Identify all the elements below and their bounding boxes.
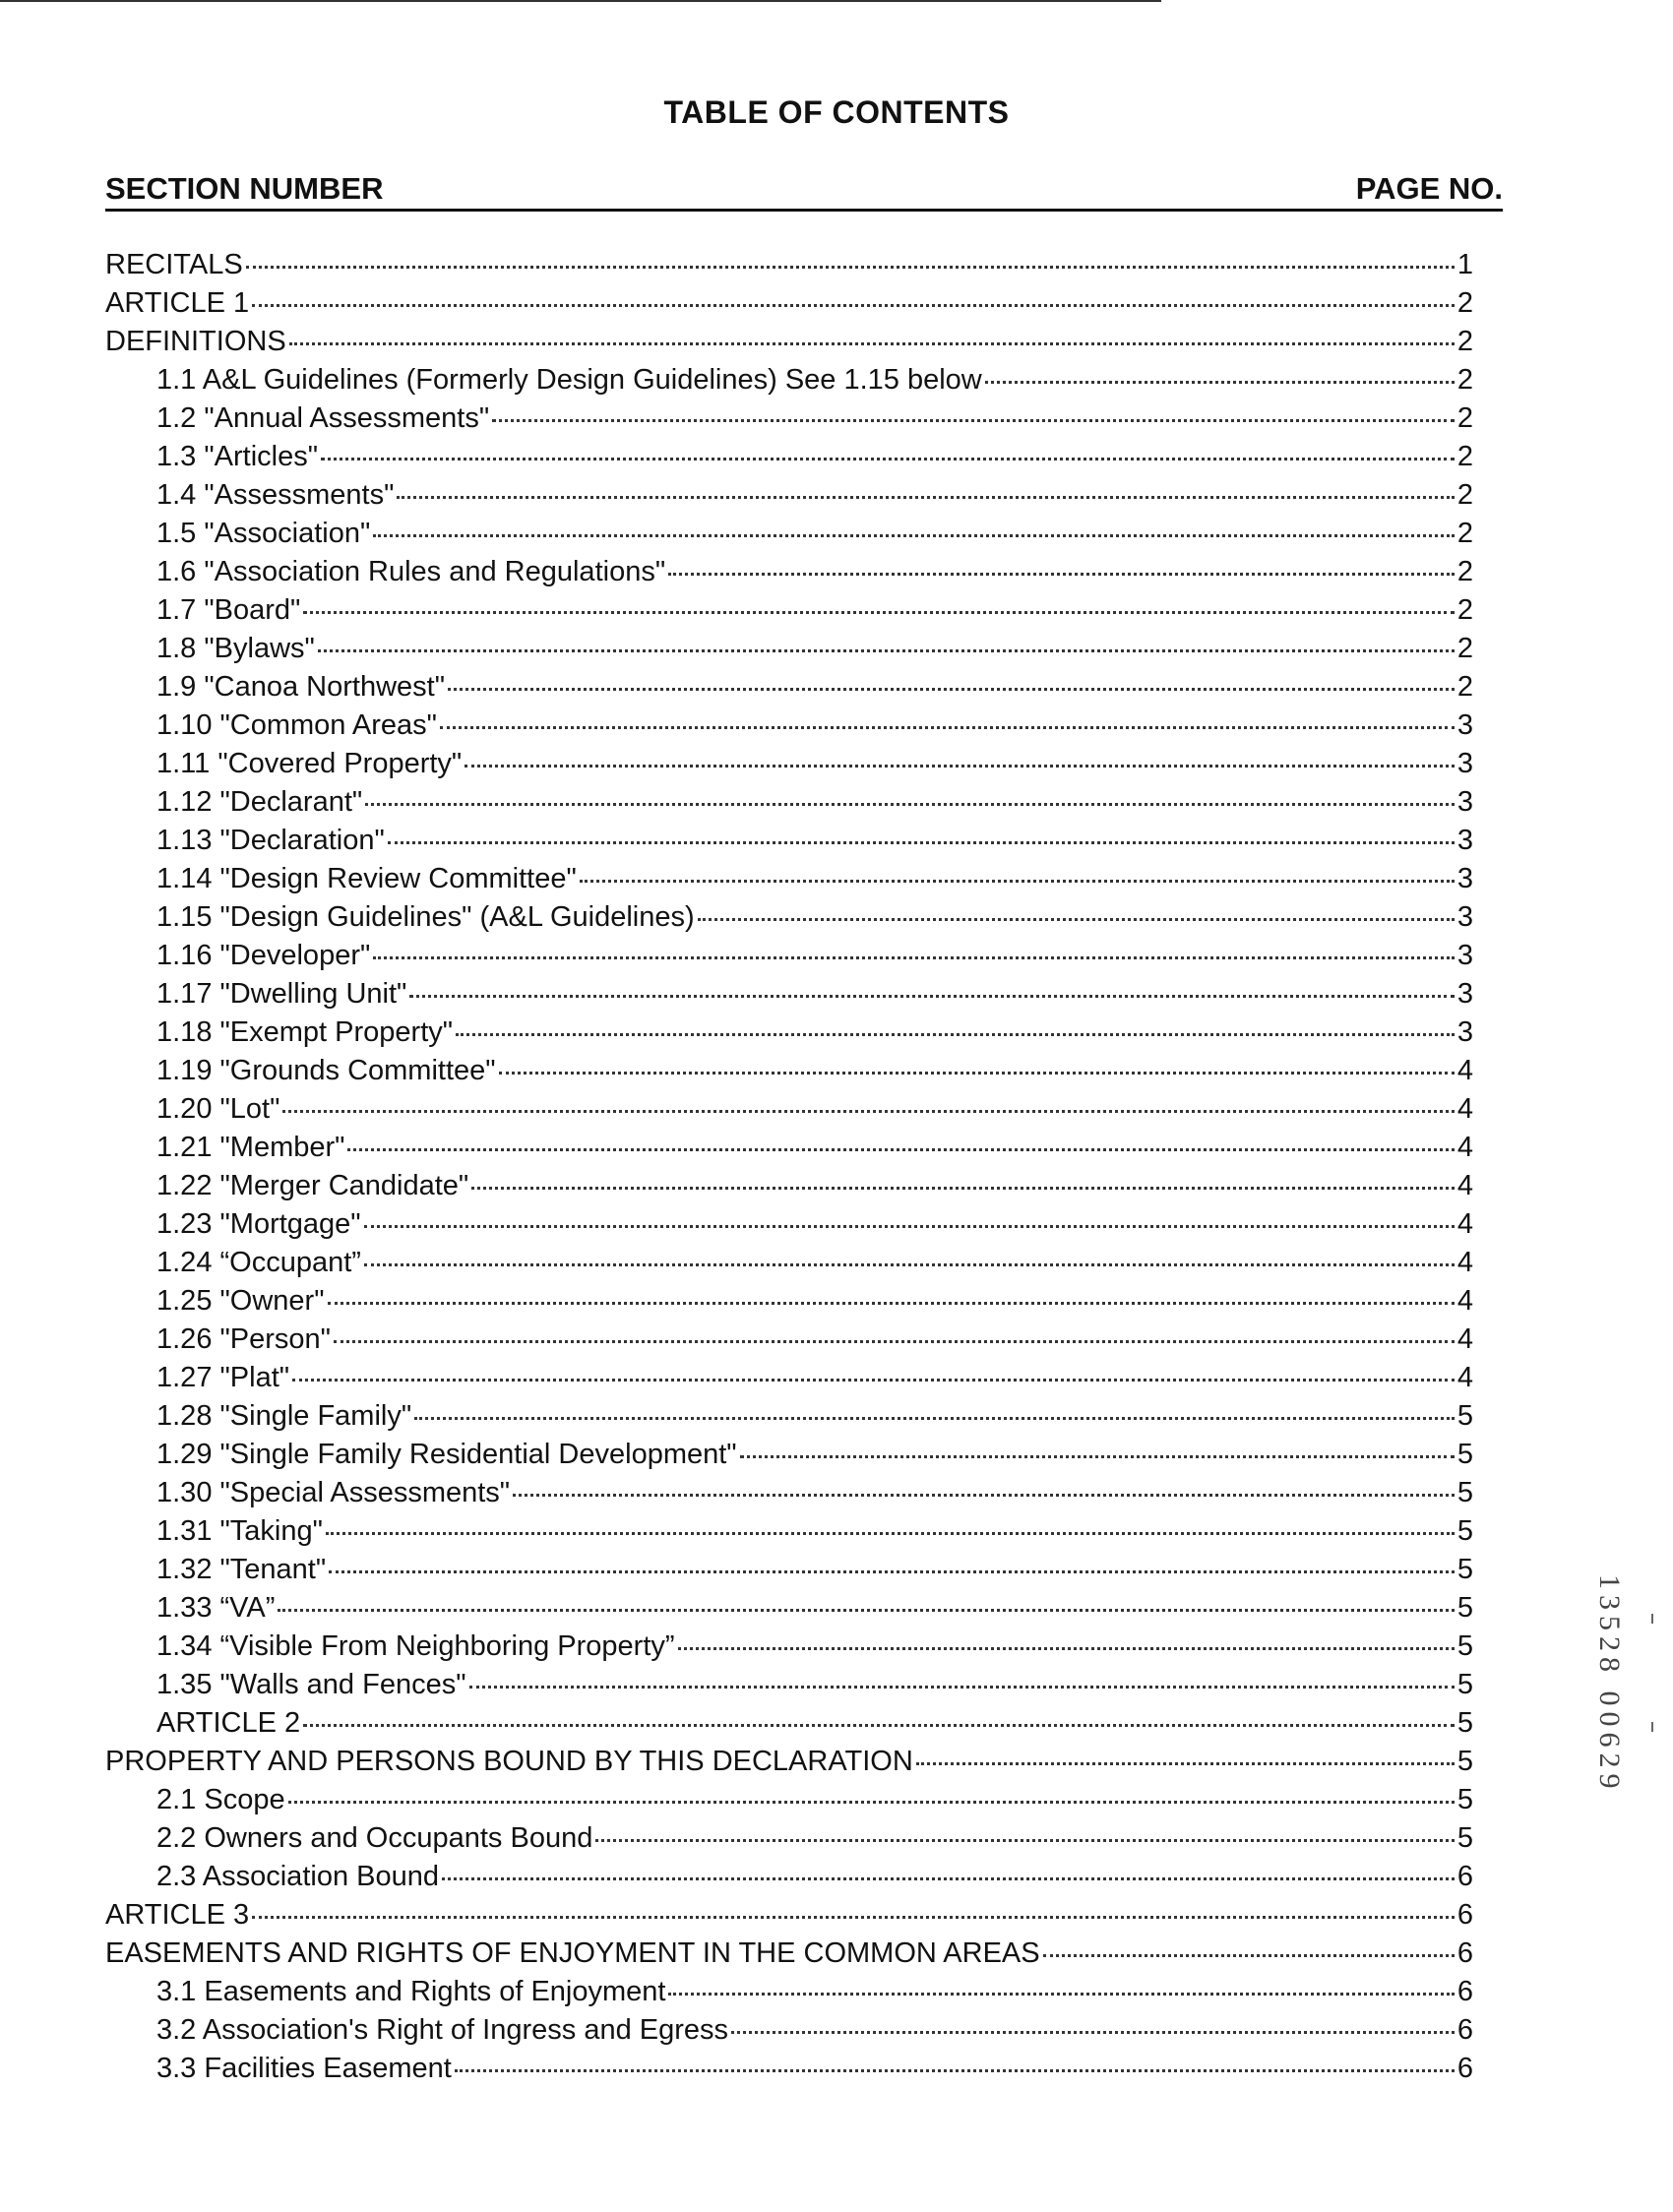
dot-leader xyxy=(668,1993,1454,1996)
toc-entry xyxy=(105,1935,1473,1973)
dot-leader xyxy=(668,573,1455,576)
toc-entry-label: RECITALS xyxy=(105,249,243,280)
dot-leader xyxy=(288,1801,1455,1804)
toc-entry xyxy=(105,937,1473,975)
toc-entry-label: 1.29 "Single Family Residential Development" xyxy=(156,1439,737,1470)
dot-leader xyxy=(492,419,1455,422)
scan-tick-mark xyxy=(1651,1614,1653,1624)
toc-entry xyxy=(105,1551,1473,1589)
toc-entry-page: 4 xyxy=(1456,1132,1473,1163)
toc-entry-label: 3.3 Facilities Easement xyxy=(156,2053,452,2084)
page-number-heading: PAGE NO. xyxy=(1355,171,1503,206)
toc-entry xyxy=(105,438,1473,476)
toc-entry-page: 2 xyxy=(1456,441,1473,472)
toc-entry-label: 1.9 "Canoa Northwest" xyxy=(156,671,446,703)
dot-leader xyxy=(471,1187,1455,1190)
dot-leader xyxy=(414,1417,1455,1420)
toc-entry xyxy=(105,630,1473,668)
toc-entry xyxy=(105,1512,1473,1551)
toc-entry-label: ARTICLE 3 xyxy=(105,1899,250,1931)
toc-entry-page: 4 xyxy=(1456,1323,1473,1355)
toc-entry-label: 1.30 "Special Assessments" xyxy=(156,1477,511,1508)
dot-leader xyxy=(289,342,1455,345)
toc-entry xyxy=(105,1858,1473,1896)
page-title: TABLE OF CONTENTS xyxy=(663,94,1010,130)
toc-entry-label: 1.12 "Declarant" xyxy=(156,786,363,818)
toc-entry xyxy=(105,898,1473,937)
toc-entry-page: 6 xyxy=(1456,2014,1473,2046)
toc-entry xyxy=(105,399,1473,438)
dot-leader xyxy=(409,995,1455,998)
toc-entry xyxy=(105,1781,1473,1819)
dot-leader xyxy=(513,1494,1455,1497)
toc-entry xyxy=(105,707,1473,745)
dot-leader xyxy=(246,266,1455,269)
toc-entry-page: 5 xyxy=(1456,1554,1473,1585)
dot-leader xyxy=(678,1647,1455,1650)
toc-entry-label: 3.1 Easements and Rights of Enjoyment xyxy=(156,1976,666,2007)
toc-entry-label: 1.20 "Lot" xyxy=(156,1093,280,1125)
toc-entry-page: 2 xyxy=(1456,594,1473,626)
dot-leader xyxy=(364,1225,1455,1228)
toc-entry xyxy=(105,476,1473,515)
toc-entry-page: 2 xyxy=(1456,556,1473,587)
toc-entry-label: 1.19 "Grounds Committee" xyxy=(156,1055,496,1086)
dot-leader xyxy=(282,1110,1454,1113)
dot-leader xyxy=(252,304,1455,307)
toc-entry-label: 1.31 "Taking" xyxy=(156,1515,323,1547)
dot-leader xyxy=(326,1532,1455,1535)
toc-entry-page: 4 xyxy=(1456,1055,1473,1086)
toc-entry-label: 1.34 “Visible From Neighboring Property” xyxy=(156,1630,675,1662)
toc-entry-page: 6 xyxy=(1456,1899,1473,1931)
toc-entry-page: 2 xyxy=(1456,633,1473,664)
toc-entry-label: 3.2 Association's Right of Ingress and Egress xyxy=(156,2014,729,2046)
dot-leader xyxy=(373,956,1455,959)
toc-entry-page: 3 xyxy=(1456,1016,1473,1048)
toc-entry-label: 1.7 "Board" xyxy=(156,594,301,626)
dot-leader xyxy=(1043,1954,1455,1957)
toc-entry-label: 2.2 Owners and Occupants Bound xyxy=(156,1822,593,1854)
toc-entry-page: 2 xyxy=(1456,402,1473,434)
dot-leader xyxy=(328,1302,1455,1305)
toc-entry xyxy=(105,246,1473,284)
toc-entry-page: 3 xyxy=(1456,709,1473,741)
dot-leader xyxy=(252,1916,1455,1919)
toc-entry-page: 4 xyxy=(1456,1170,1473,1201)
toc-entry-page: 5 xyxy=(1456,1477,1473,1508)
toc-entry-page: 3 xyxy=(1456,940,1473,971)
toc-entry-page: 5 xyxy=(1456,1630,1473,1662)
dot-leader xyxy=(321,458,1455,461)
toc-entry-label: 1.4 "Assessments" xyxy=(156,479,395,511)
toc-entry xyxy=(105,1282,1473,1321)
toc-entry-page: 3 xyxy=(1456,901,1473,933)
toc-entry xyxy=(105,515,1473,553)
toc-entry xyxy=(105,1090,1473,1129)
toc-entry-label: 1.18 "Exempt Property" xyxy=(156,1016,454,1048)
toc-entry-page: 3 xyxy=(1456,786,1473,818)
toc-entry xyxy=(105,1359,1473,1397)
toc-entry-page: 4 xyxy=(1456,1093,1473,1125)
toc-entry-label: 2.3 Association Bound xyxy=(156,1861,439,1892)
dot-leader xyxy=(278,1609,1455,1612)
toc-entry-page: 5 xyxy=(1456,1439,1473,1470)
toc-entry xyxy=(105,1205,1473,1244)
toc-entry-page: 5 xyxy=(1456,1822,1473,1854)
dot-leader xyxy=(465,765,1455,768)
dot-leader xyxy=(455,2069,1455,2072)
toc-entry-label: 1.21 "Member" xyxy=(156,1132,345,1163)
dot-leader xyxy=(469,1686,1455,1689)
toc-entry-label: 1.26 "Person" xyxy=(156,1323,331,1355)
toc-entry-label: 1.35 "Walls and Fences" xyxy=(156,1669,466,1700)
toc-entry xyxy=(105,1589,1473,1628)
toc-entry xyxy=(105,1129,1473,1167)
toc-entry-label: 2.1 Scope xyxy=(156,1784,285,1815)
toc-entry-page: 2 xyxy=(1456,287,1473,319)
dot-leader xyxy=(347,1148,1454,1151)
toc-entry-label: 1.11 "Covered Property" xyxy=(156,748,463,779)
dot-leader xyxy=(334,1340,1455,1343)
toc-entry-label: 1.22 "Merger Candidate" xyxy=(156,1170,469,1201)
dot-leader xyxy=(365,803,1455,806)
toc-entry-label: 1.25 "Owner" xyxy=(156,1285,325,1317)
toc-entry-label: 1.1 A&L Guidelines (Formerly Design Guidelines) See 1.15 below xyxy=(156,364,982,396)
toc-entry-page: 2 xyxy=(1456,479,1473,511)
toc-entry-page: 5 xyxy=(1456,1592,1473,1624)
dot-leader xyxy=(318,649,1455,652)
toc-entry-label: 1.14 "Design Review Committee" xyxy=(156,863,577,894)
toc-entry-page: 5 xyxy=(1456,1515,1473,1547)
toc-entry-label: ARTICLE 1 xyxy=(105,287,250,319)
dot-leader xyxy=(442,1877,1455,1880)
toc-entry-page: 4 xyxy=(1456,1208,1473,1240)
dot-leader xyxy=(397,496,1454,499)
dot-leader xyxy=(448,688,1455,691)
toc-entry-page: 5 xyxy=(1456,1746,1473,1777)
toc-entry xyxy=(105,1973,1473,2011)
toc-entry-label: 1.8 "Bylaws" xyxy=(156,633,315,664)
toc-entry xyxy=(105,745,1473,783)
dot-leader xyxy=(440,726,1455,729)
toc-entry-page: 4 xyxy=(1456,1247,1473,1278)
toc-entry xyxy=(105,1474,1473,1512)
toc-entry-label: 1.24 “Occupant” xyxy=(156,1247,361,1278)
dot-leader xyxy=(456,1033,1455,1036)
toc-entry-page: 2 xyxy=(1456,326,1473,357)
toc-entry-page: 3 xyxy=(1456,978,1473,1010)
toc-entry-label: DEFINITIONS xyxy=(105,326,286,357)
dot-leader xyxy=(698,918,1455,921)
toc-entry xyxy=(105,1244,1473,1282)
dot-leader xyxy=(740,1455,1455,1458)
toc-entry-page: 5 xyxy=(1456,1784,1473,1815)
toc-entry xyxy=(105,975,1473,1014)
toc-entry-page: 6 xyxy=(1456,2053,1473,2084)
toc-entry-label: 1.3 "Articles" xyxy=(156,441,319,472)
toc-entry-page: 2 xyxy=(1456,518,1473,549)
side-document-number: 13528 00629 xyxy=(1593,1574,1626,1795)
toc-entry-label: 1.23 "Mortgage" xyxy=(156,1208,361,1240)
toc-entry-label: 1.32 "Tenant" xyxy=(156,1554,327,1585)
toc-entry xyxy=(105,822,1473,860)
toc-entry xyxy=(105,1014,1473,1052)
toc-entry-page: 5 xyxy=(1456,1669,1473,1700)
toc-entry xyxy=(105,1743,1473,1781)
toc-entry-label: 1.16 "Developer" xyxy=(156,940,371,971)
toc-entry xyxy=(105,1436,1473,1474)
toc-entry-page: 2 xyxy=(1456,671,1473,703)
top-scan-rule xyxy=(0,0,1161,2)
toc-entry xyxy=(105,1819,1473,1858)
toc-entry xyxy=(105,1628,1473,1666)
toc-entry-label: PROPERTY AND PERSONS BOUND BY THIS DECLARATION xyxy=(105,1746,913,1777)
toc-entry-label: 1.28 "Single Family" xyxy=(156,1400,412,1432)
toc-entry-label: 1.2 "Annual Assessments" xyxy=(156,402,490,434)
toc-list xyxy=(105,246,1473,2088)
toc-entry-page: 4 xyxy=(1456,1285,1473,1317)
toc-entry-label: 1.6 "Association Rules and Regulations" xyxy=(156,556,666,587)
dot-leader xyxy=(292,1379,1455,1382)
toc-entry-label: ARTICLE 2 xyxy=(156,1707,301,1739)
toc-entry-page: 6 xyxy=(1456,1861,1473,1892)
toc-entry xyxy=(105,2011,1473,2050)
toc-entry xyxy=(105,1896,1473,1935)
scan-tick-mark xyxy=(1651,1722,1653,1732)
toc-entry-label: EASEMENTS AND RIGHTS OF ENJOYMENT IN THE COMMON AREAS xyxy=(105,1937,1040,1969)
dot-leader xyxy=(985,381,1455,384)
toc-entry xyxy=(105,323,1473,361)
section-number-heading: SECTION NUMBER xyxy=(105,171,384,206)
toc-entry-page: 6 xyxy=(1456,1976,1473,2007)
toc-entry-label: 1.27 "Plat" xyxy=(156,1362,290,1393)
toc-entry-page: 4 xyxy=(1456,1362,1473,1393)
dot-leader xyxy=(329,1570,1455,1573)
toc-entry xyxy=(105,1321,1473,1359)
toc-entry xyxy=(105,284,1473,323)
dot-leader xyxy=(388,841,1455,844)
toc-entry xyxy=(105,1704,1473,1743)
toc-entry-label: 1.5 "Association" xyxy=(156,518,371,549)
toc-entry-page: 6 xyxy=(1456,1937,1473,1969)
toc-entry xyxy=(105,1167,1473,1205)
dot-leader xyxy=(303,1724,1455,1727)
toc-entry-page: 5 xyxy=(1456,1707,1473,1739)
toc-entry-label: 1.17 "Dwelling Unit" xyxy=(156,978,407,1010)
toc-entry xyxy=(105,1666,1473,1704)
dot-leader xyxy=(373,534,1455,537)
toc-entry-label: 1.15 "Design Guidelines" (A&L Guidelines) xyxy=(156,901,695,933)
dot-leader xyxy=(595,1839,1455,1842)
toc-entry xyxy=(105,361,1473,399)
toc-entry xyxy=(105,1397,1473,1436)
toc-entry xyxy=(105,1052,1473,1090)
toc-entry-label: 1.10 "Common Areas" xyxy=(156,709,437,741)
toc-entry-page: 3 xyxy=(1456,825,1473,856)
dot-leader xyxy=(916,1762,1455,1765)
toc-entry-page: 2 xyxy=(1456,364,1473,396)
toc-entry xyxy=(105,783,1473,822)
toc-entry xyxy=(105,860,1473,898)
dot-leader xyxy=(364,1263,1455,1266)
dot-leader xyxy=(580,880,1455,883)
toc-entry-page: 3 xyxy=(1456,863,1473,894)
toc-entry xyxy=(105,553,1473,591)
toc-entry xyxy=(105,591,1473,630)
toc-header-row xyxy=(105,173,1503,212)
dot-leader xyxy=(499,1072,1455,1075)
toc-entry-page: 5 xyxy=(1456,1400,1473,1432)
toc-entry-label: 1.13 "Declaration" xyxy=(156,825,385,856)
toc-entry-label: 1.33 “VA” xyxy=(156,1592,276,1624)
toc-entry xyxy=(105,668,1473,707)
dot-leader xyxy=(731,2031,1455,2034)
toc-entry-page: 3 xyxy=(1456,748,1473,779)
toc-entry-page: 1 xyxy=(1456,249,1473,280)
dot-leader xyxy=(303,611,1455,614)
toc-entry xyxy=(105,2050,1473,2088)
